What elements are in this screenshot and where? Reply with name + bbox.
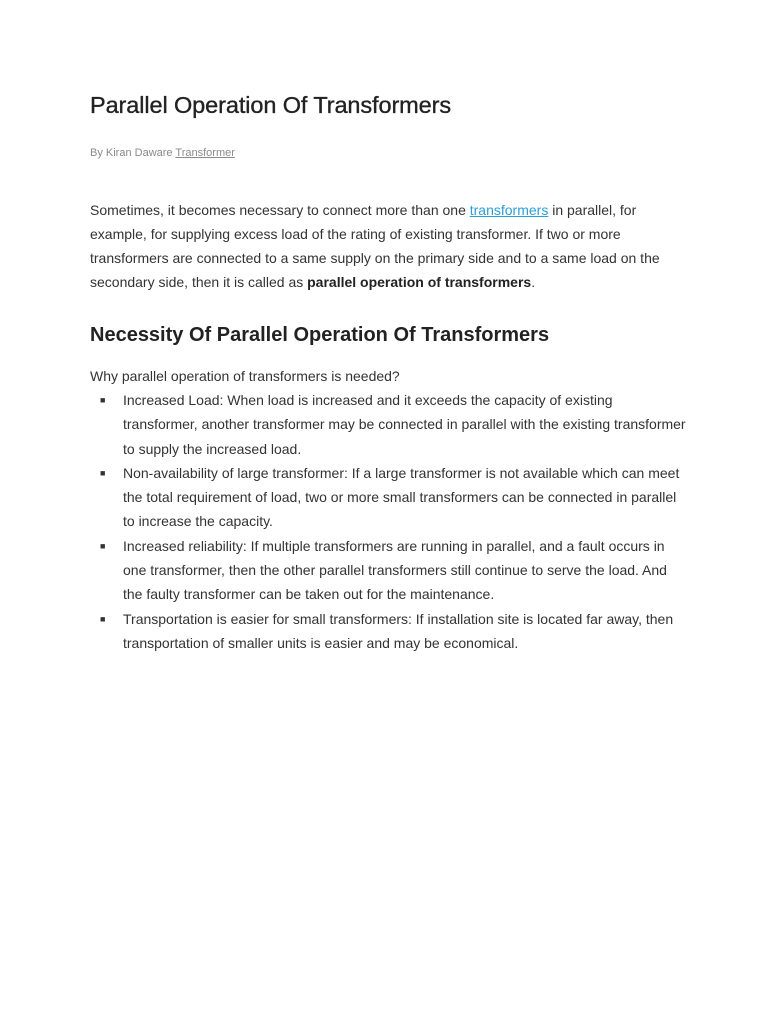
page-title: Parallel Operation Of Transformers [90,92,451,118]
section-question: Why parallel operation of transformers is needed? [90,368,400,384]
bullet-icon: ■ [100,395,106,405]
bullet-icon: ■ [100,613,106,624]
list-item-text: Transportation is easier for small transformers: If installation site is located far away, then transportation of smaller units is easier and may be economical. [123,610,674,651]
intro-text-3: . [531,274,536,290]
intro-text-1: Sometimes, it becomes necessary to connect more than one [90,202,470,218]
byline [90,147,235,159]
list-item [90,534,690,607]
list-item [90,607,690,656]
section-heading: Necessity Of Parallel Operation Of Transformers [90,324,550,346]
intro-paragraph [90,198,690,294]
list-item [90,388,690,461]
reasons-list [90,388,690,655]
bullet-icon: ■ [100,467,106,478]
list-item-text: Increased Load: When load is increased and it exceeds the capacity of existing transformer, another transformer may be connected in parallel with the existing transformer to supply the increased load. [123,392,686,457]
bullet-icon: ■ [100,540,106,551]
intro-bold-term: parallel operation of transformers [307,274,532,290]
transformers-link[interactable]: transformers [469,202,549,218]
list-item [90,461,690,534]
author: By Kiran Daware [90,147,173,159]
intro-text-2: in parallel, for example, for supplying excess load of the rating of existing transformer. If two or more transformers are connected to a same supply on the primary side and to a same load on the secondary side, then it is called as [90,202,660,290]
category-link[interactable]: Transformer [175,147,235,159]
list-item-text: Non-availability of large transformer: If a large transformer is not available which can meet the total requirement of load, two or more small transformers can be connected in parallel to increase the capacity. [123,464,680,530]
list-item-text: Increased reliability: If multiple transformers are running in parallel, and a fault occurs in one transformer, then the other parallel transformers still continue to serve the load. And the faulty transformer can be taken out for the maintenance. [123,537,667,603]
